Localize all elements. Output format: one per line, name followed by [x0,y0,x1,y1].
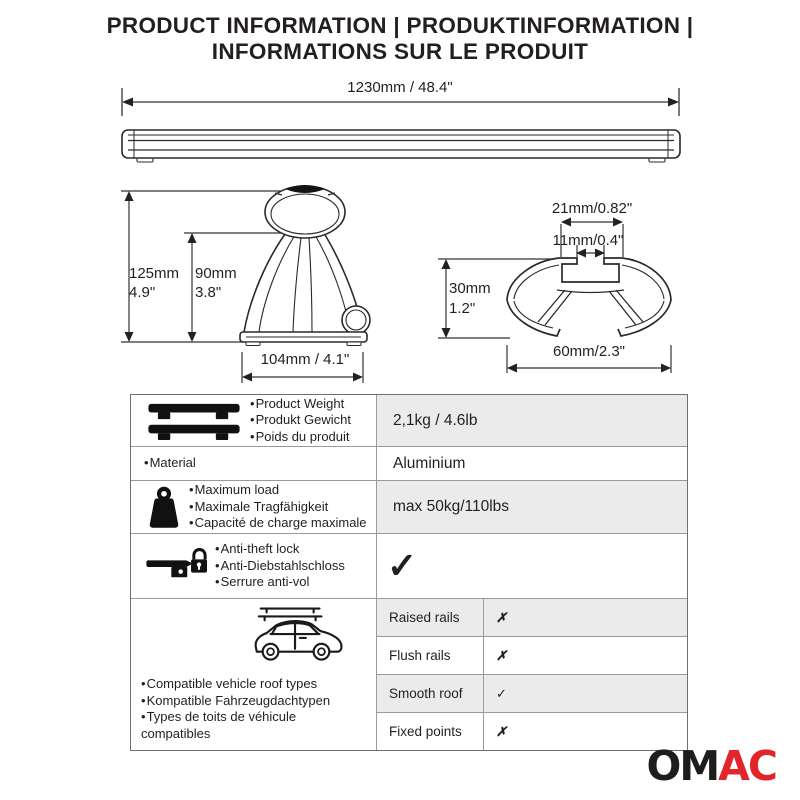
roof-type-label: Flush rails [389,648,451,663]
page-title [0,13,800,65]
omac-logo [646,742,776,790]
roof-type-row-flush-rails [377,636,687,674]
arrowhead-down [188,332,197,342]
bar-dimension-arrow [122,88,679,116]
foot-height-body-mm: 90mm [195,265,237,282]
label-fr: • Serrure anti-vol [215,574,345,591]
dim-30mm-arrow [438,259,555,338]
table-row-weight [131,395,687,446]
label-de: • Maximale Tragfähigkeit [189,499,367,516]
foot-height-total-in: 4.9" [129,284,156,301]
anti-theft-labels [215,541,345,591]
foot-height-body-in: 3.8" [195,284,222,301]
label-fr: • Capacité de charge maximale [189,515,367,532]
lock-icon [145,547,207,585]
slot-outer-dimension: 21mm/0.82" [551,200,633,217]
arrowhead-down [442,328,451,338]
roof-type-row-smooth-roof [377,674,687,712]
dim-104mm-arrow [242,352,363,383]
arrowhead-left [507,364,517,373]
arrowhead-down [125,332,134,342]
material-label-cell [131,447,376,480]
table-row-material [131,446,687,480]
max-load-labels [189,482,367,532]
profile-height-mm: 30mm [449,280,491,297]
label-en: • Anti-theft lock [215,541,345,558]
arrowhead-left [122,98,133,107]
bar-length-dimension: 1230mm / 48.4" [347,79,453,96]
anti-theft-check: ✓ [376,534,687,598]
roof-type-row-fixed-points [377,712,687,750]
arrowhead-left [242,373,252,382]
table-row-max-load [131,480,687,533]
arrowhead-left [561,218,571,227]
profile-outline [507,258,671,336]
foot-pad-left [246,342,260,346]
roof-type-label: Raised rails [389,610,460,625]
car-icon [247,605,345,667]
foot-width-dimension: 104mm / 4.1" [260,351,350,368]
label-de: • Produkt Gewicht [250,412,351,429]
label-en: • Compatible vehicle roof types [141,676,353,693]
roof-type-label: Smooth roof [389,686,463,701]
roof-type-label: Fixed points [389,724,462,739]
arrowhead-up [442,259,451,269]
arrowhead-up [125,191,134,201]
arrowhead-up [188,233,197,243]
label-material: • Material [144,455,196,472]
spec-table [130,394,688,751]
crossbar-drawing [115,84,690,168]
arrowhead-right [613,218,623,227]
foot-drawing [115,180,400,395]
logo-text-red: AC [718,742,776,790]
weight-label-cell [131,395,376,446]
arrowhead-right [668,98,679,107]
label-en: • Product Weight [250,396,351,413]
label-en: • Maximum load [189,482,367,499]
roof-type-mark: ✗ [496,609,507,625]
label-de: • Kompatible Fahrzeugdachtypen [141,693,353,710]
roof-type-mark: ✓ [496,685,507,701]
crossbars-icon [148,402,240,440]
material-value: Aluminium [376,447,687,480]
weight-icon [147,486,181,528]
roof-types-label-cell [131,599,376,750]
max-load-label-cell [131,481,376,533]
roof-types-labels [141,676,353,742]
profile-width-dimension: 60mm/2.3" [552,343,626,360]
bar-profile-side [122,130,680,162]
dim-90mm-arrow [184,233,311,336]
table-row-anti-theft [131,533,687,598]
arrowhead-right [661,364,671,373]
dim-60mm-arrow [507,345,671,373]
slot-inner-dimension: 11mm/0.4" [552,232,624,249]
dim-21mm-arrow [561,222,623,257]
table-row-roof-types [131,598,687,750]
weight-labels [250,396,351,446]
roof-type-mark: ✗ [496,723,507,739]
label-fr: • Poids du produit [250,429,351,446]
roof-type-row-raised-rails [377,599,687,636]
weight-value: 2,1kg / 4.6lb [376,395,687,446]
arrowhead-right [353,373,363,382]
anti-theft-label-cell [131,534,376,598]
page-title-line1: PRODUCT INFORMATION | PRODUKTINFORMATION | [106,13,694,38]
roof-type-mark: ✗ [496,647,507,663]
label-fr: • Types de toits de véhicule compatibles [141,709,353,742]
roof-types-sub-table [376,599,687,750]
crossbar-profile-drawing [435,195,690,380]
profile-height-in: 1.2" [449,300,476,317]
foot-height-total-mm: 125mm [129,265,180,282]
label-de: • Anti-Diebstahlschloss [215,558,345,575]
logo-text-black: OM [646,742,719,790]
max-load-value: max 50kg/110lbs [376,481,687,533]
foot-pad-right [347,342,361,346]
page-title-line2: INFORMATIONS SUR LE PRODUIT [211,39,589,64]
